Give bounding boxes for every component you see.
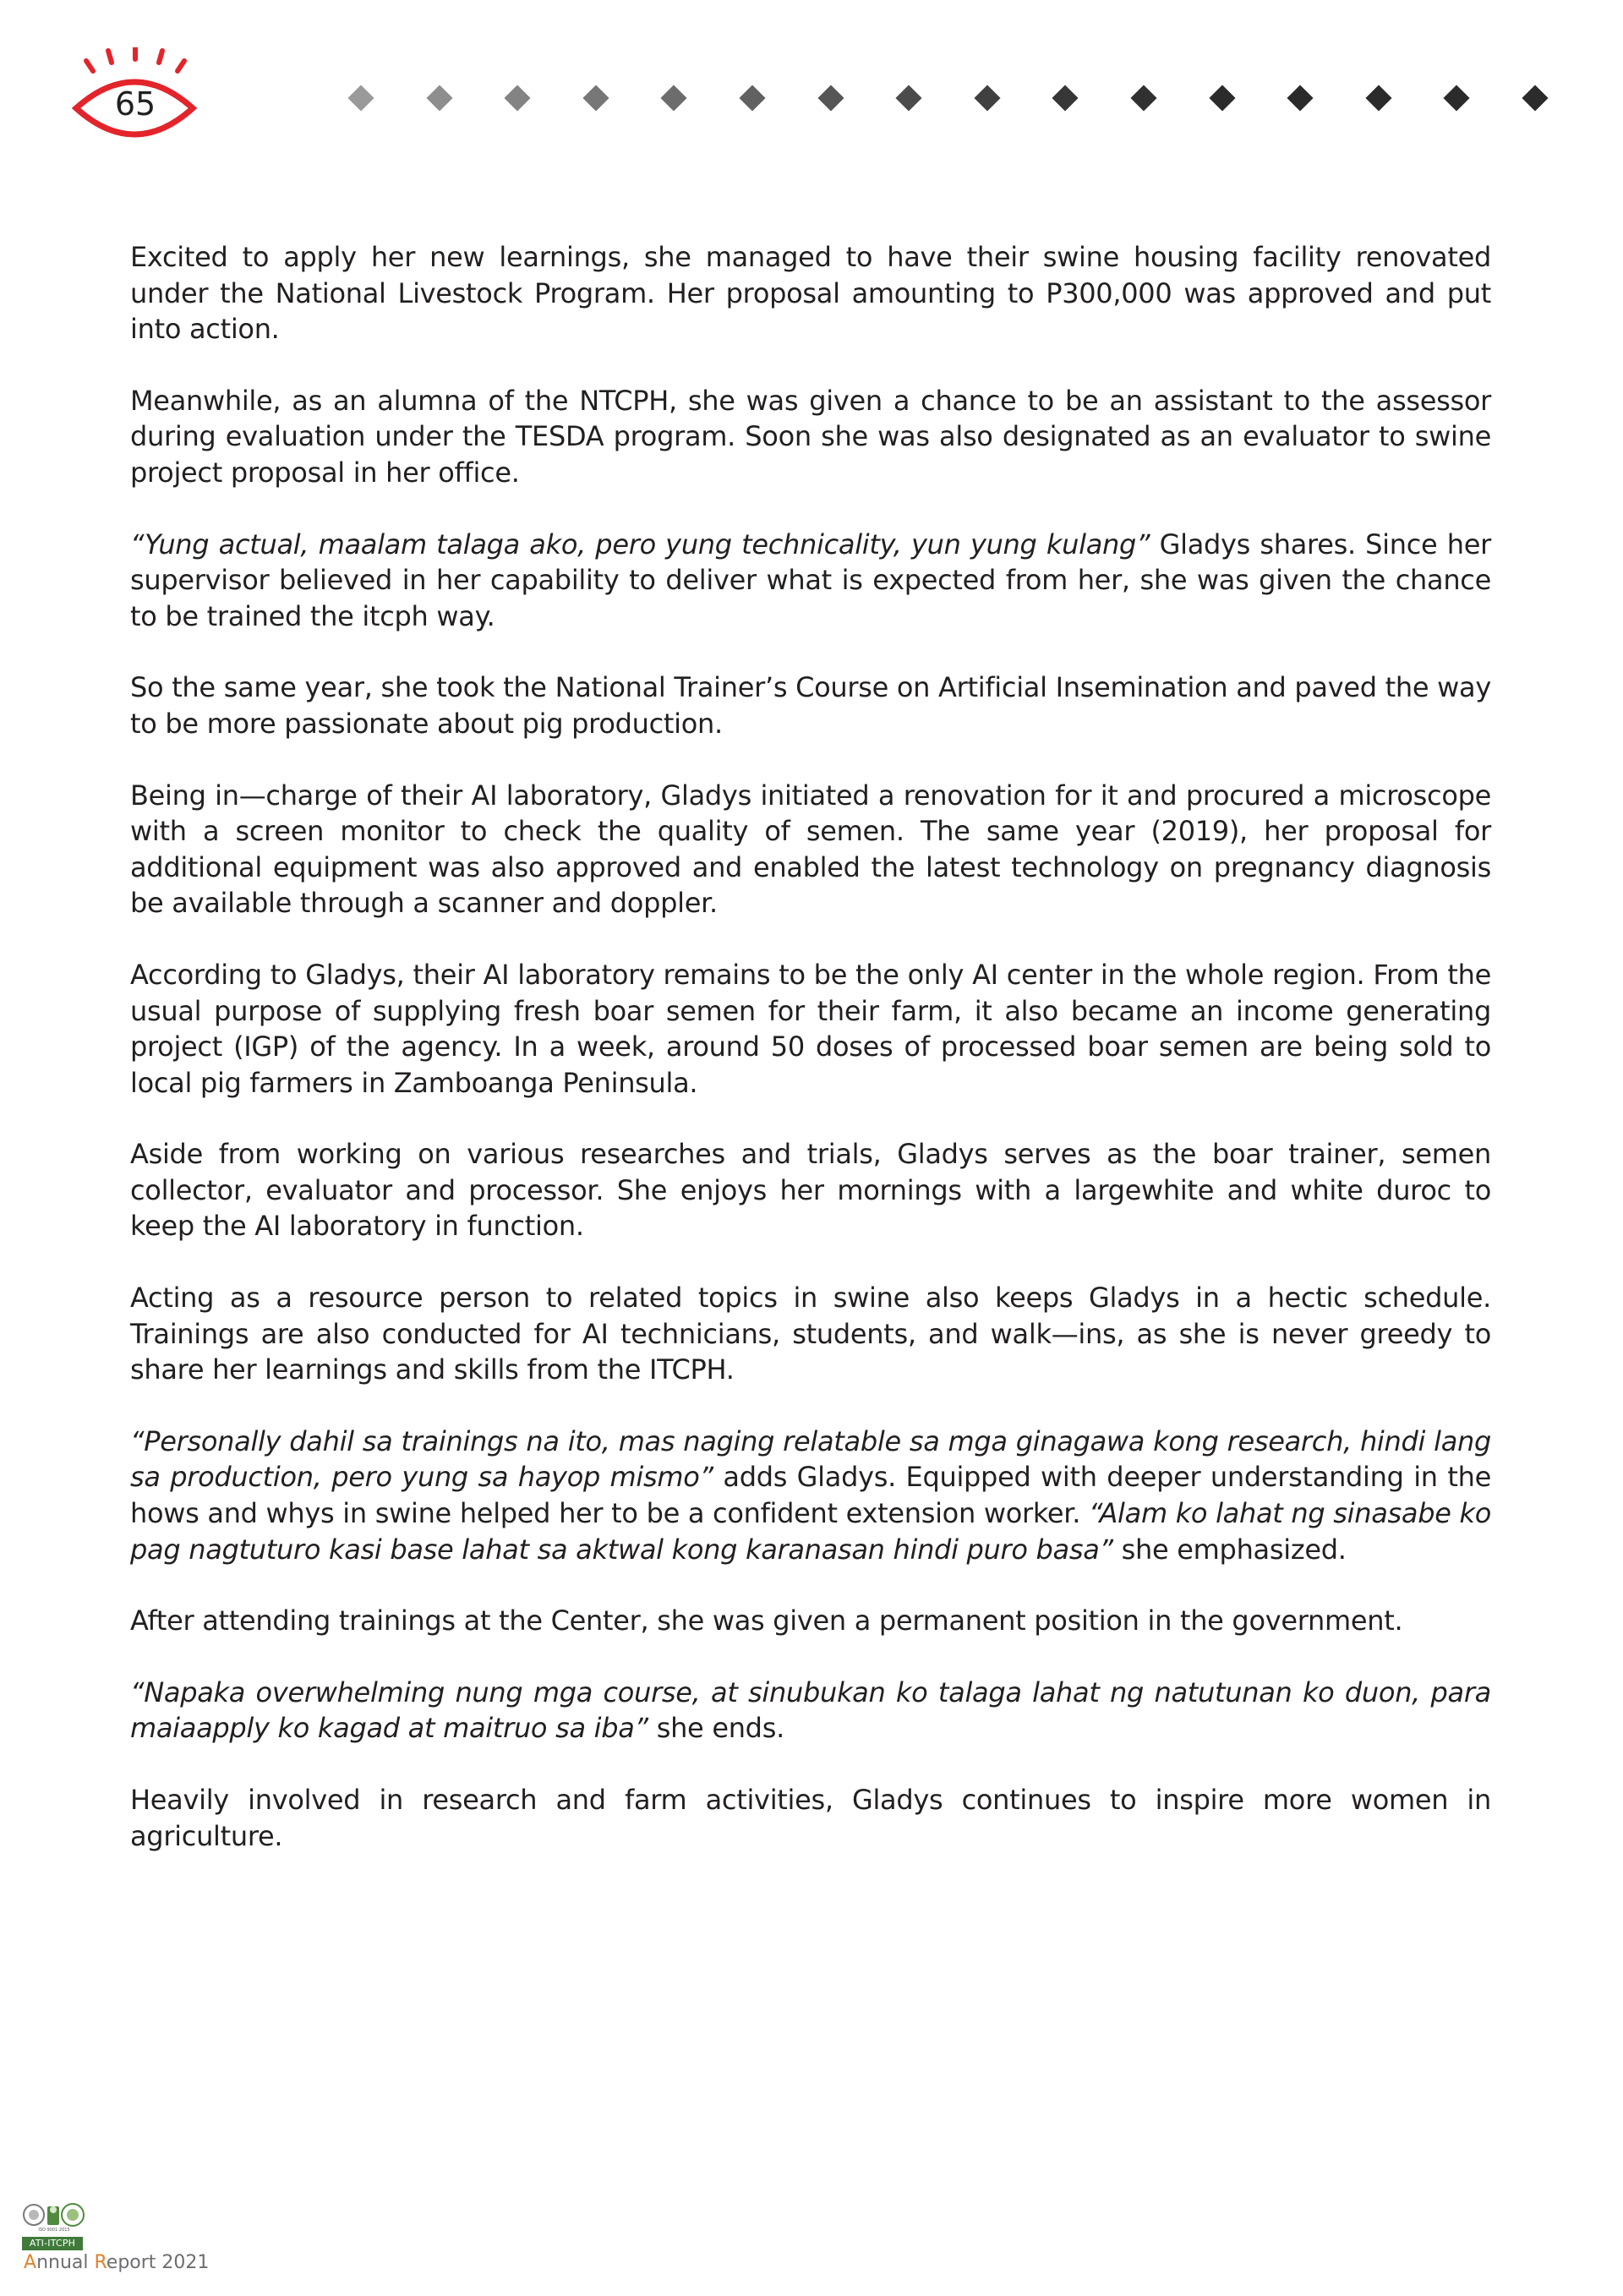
- paragraph-6: According to Gladys, their AI laboratory remains to be the only AI center in the whole region. From the usual purpose of supplying fresh boar semen for their farm, it also became an income generating project (IGP) of the agency. In a week, around 50 doses of processed boar semen are being sold to local pig farmers in Zamboanga Peninsula.: [130, 958, 1491, 1099]
- diamond-icon: [661, 85, 687, 111]
- certification-emblems-icon: [22, 2198, 86, 2232]
- diamond-icon: [896, 85, 922, 111]
- paragraph-1: Excited to apply her new learnings, she managed to have their swine housing facility renovated under the National Livestock Program. Her proposal amounting to P300,000 was approved and put into action.: [130, 241, 1491, 346]
- footer-caption: [24, 2252, 209, 2274]
- page-header: [0, 0, 1623, 161]
- diamond-icon: [1130, 85, 1156, 111]
- diamond-icon: [1052, 85, 1079, 111]
- paragraph-12: Heavily involved in research and farm activities, Gladys continues to inspire more women in agriculture.: [130, 1784, 1491, 1852]
- diamond-icon: [739, 85, 765, 111]
- paragraph-11: [130, 1675, 1491, 1747]
- diamond-icon: [505, 85, 531, 111]
- diamond-icon: [1209, 85, 1235, 111]
- diamond-icon: [1287, 85, 1314, 111]
- caption-accent-r: R: [94, 2252, 107, 2273]
- diamond-icon: [1365, 85, 1391, 111]
- caption-accent-a: A: [24, 2252, 37, 2273]
- diamond-icon: [1444, 85, 1470, 111]
- paragraph-9-text: adds Gladys. Equipped with deeper understanding in the hows and whys in swine helped her to be a confident extension worker.: [130, 1461, 1491, 1530]
- paragraph-4: So the same year, she took the National Trainer’s Course on Artificial Insemination and paved the way to be more passionate about pig production.: [130, 671, 1491, 740]
- paragraph-3-text: Gladys shares. Since her supervisor believed in her capability to deliver what is expected from her, she was given the chance to be trained the itcph way.: [130, 528, 1491, 632]
- diamond-icon: [347, 85, 374, 111]
- diamond-icon: [1522, 85, 1548, 111]
- paragraph-8: Acting as a resource person to related topics in swine also keeps Gladys in a hectic schedule. Trainings are also conducted for AI technicians, students, and walk—ins, as she is never greedy to share her learnings and skills from the ITCPH.: [130, 1282, 1491, 1386]
- svg-text:ISO 9001:2015: ISO 9001:2015: [38, 2228, 70, 2232]
- paragraph-7: Aside from working on various researches and trials, Gladys serves as the boar trainer, semen collector, evaluator and processor. She enjoys her mornings with a largewhite and white duroc to keep the AI laboratory in function.: [130, 1138, 1491, 1243]
- logo-text: ATI-ITCPH: [22, 2237, 83, 2250]
- diamond-icon: [817, 85, 844, 111]
- paragraph-3: [130, 527, 1491, 635]
- paragraph-10: After attending trainings at the Center, she was given a permanent position in the government.: [130, 1604, 1403, 1637]
- article-body: [130, 239, 1491, 1889]
- quote-2: “Personally dahil sa trainings na ito, mas naging relatable sa mga ginagawa kong research, hindi lang sa production, pero yung sa hayop mismo”: [130, 1424, 1491, 1494]
- diamond-icon: [974, 85, 1000, 111]
- page-number: 65: [114, 85, 156, 123]
- paragraph-5: Being in—charge of their AI laboratory, Gladys initiated a renovation for it and procured a microscope with a screen monitor to check the quality of semen. The same year (2019), her proposal for additional equipment was also approved and enabled the latest technology on pregnancy diagnosis be available through a scanner and doppler.: [130, 779, 1491, 920]
- paragraph-11-end: she ends.: [648, 1712, 784, 1745]
- ati-itcph-logo: [22, 2198, 86, 2252]
- quote-3: “Alam ko lahat ng sinasabe ko pag nagtuturo kasi base lahat sa aktwal kong karanasan hindi puro basa”: [130, 1497, 1491, 1566]
- decorative-diamond-row: [338, 81, 1623, 115]
- diamond-icon: [582, 85, 609, 111]
- diamond-icon: [426, 85, 452, 111]
- paragraph-2: Meanwhile, as an alumna of the NTCPH, she was given a chance to be an assistant to the assessor during evaluation under the TESDA program. Soon she was also designated as an evaluator to swine project proposal in her office.: [130, 384, 1491, 489]
- caption-part-2: eport 2021: [106, 2252, 210, 2273]
- quote-1: “Yung actual, maalam talaga ako, pero yung technicality, yun yung kulang”: [130, 528, 1150, 560]
- quote-4: “Napaka overwhelming nung mga course, at sinubukan ko talaga lahat ng natutunan ko duon, para maiaapply ko kagad at maitruo sa iba”: [130, 1676, 1491, 1745]
- paragraph-9-end: she emphasized.: [1112, 1533, 1347, 1566]
- paragraph-9: [130, 1424, 1491, 1567]
- caption-part-1: nnual: [36, 2252, 95, 2273]
